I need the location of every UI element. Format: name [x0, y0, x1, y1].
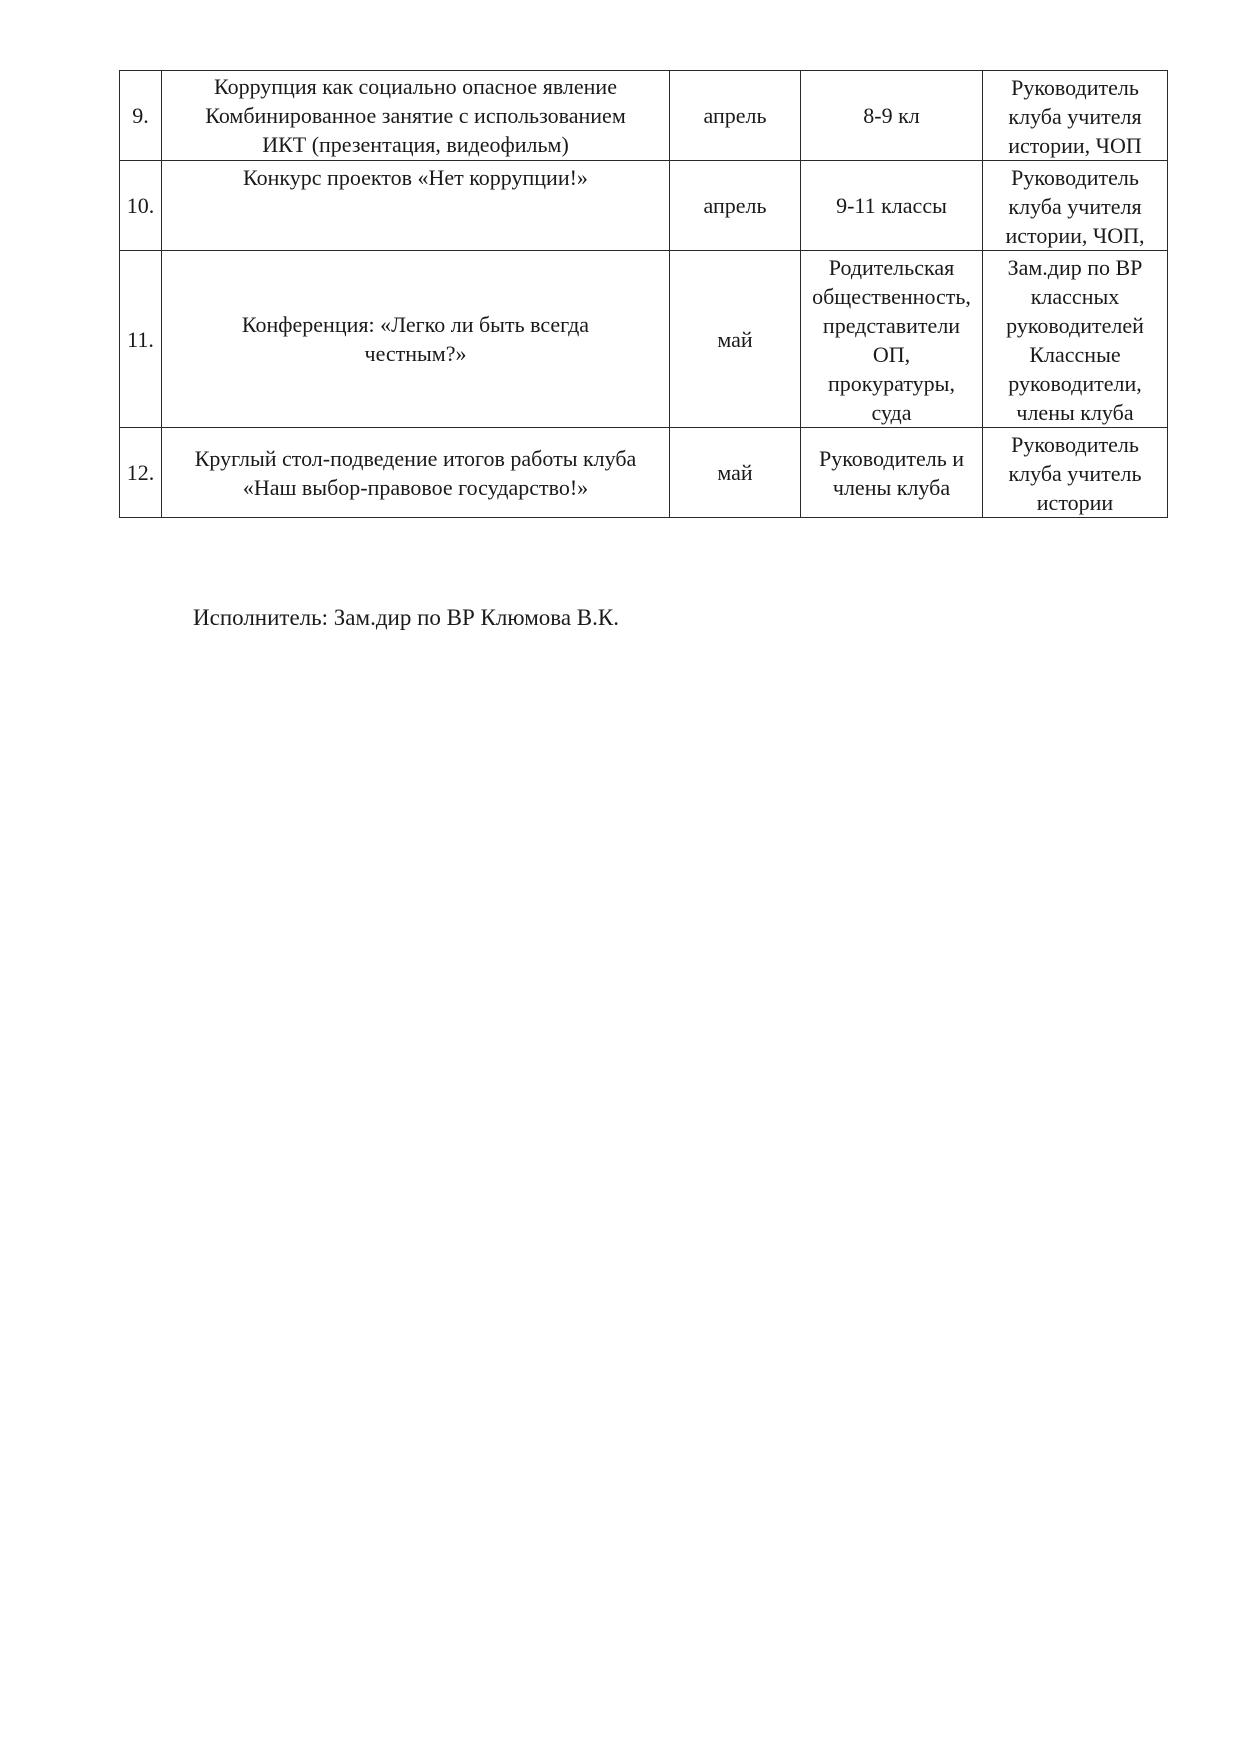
- event-cell: [162, 71, 670, 161]
- audience-line: 9-11 классы: [836, 193, 947, 218]
- responsible-line: истории: [1036, 490, 1114, 515]
- responsible-line: Руководитель: [1011, 75, 1139, 100]
- event-cell: [162, 251, 670, 428]
- responsible-line: истории, ЧОП: [1008, 133, 1142, 158]
- event-line: честным?»: [364, 341, 467, 366]
- responsible-line: клуба учителя: [1008, 194, 1142, 219]
- date-cell: апрель: [670, 71, 801, 161]
- events-plan-table: [119, 70, 1168, 518]
- responsible-line: руководителей: [1006, 313, 1144, 338]
- row-number: 11.: [120, 251, 162, 428]
- event-line: Конференция: «Легко ли быть всегда: [241, 312, 590, 337]
- responsible-cell: [983, 71, 1168, 161]
- responsible-line: руководители,: [1008, 371, 1142, 396]
- responsible-line: члены клуба: [1016, 400, 1134, 425]
- audience-line: прокуратуры,: [828, 371, 955, 396]
- responsible-line: истории, ЧОП,: [1005, 223, 1145, 248]
- date-cell: апрель: [670, 161, 801, 251]
- row-number: 10.: [120, 161, 162, 251]
- event-line: Конкурс проектов «Нет коррупции!»: [243, 165, 588, 190]
- table-row: [120, 428, 1168, 518]
- date-cell: май: [670, 428, 801, 518]
- responsible-cell: [983, 428, 1168, 518]
- audience-cell: [801, 428, 983, 518]
- event-cell: [162, 161, 670, 251]
- audience-cell: [801, 251, 983, 428]
- row-number: 12.: [120, 428, 162, 518]
- responsible-line: Руководитель: [1011, 165, 1139, 190]
- audience-cell: [801, 71, 983, 161]
- table-row: [120, 251, 1168, 428]
- event-cell: [162, 428, 670, 518]
- event-line: Коррупция как социально опасное явление: [214, 74, 617, 99]
- audience-cell: [801, 161, 983, 251]
- responsible-cell: [983, 161, 1168, 251]
- responsible-line: клуба учителя: [1008, 104, 1142, 129]
- responsible-line: классных: [1030, 284, 1120, 309]
- responsible-cell: [983, 251, 1168, 428]
- audience-line: общественность,: [812, 284, 971, 309]
- event-line: «Наш выбор-правовое государство!»: [242, 474, 589, 500]
- responsible-line: Зам.дир по ВР: [1007, 255, 1143, 280]
- audience-line: 8-9 кл: [863, 103, 920, 128]
- row-number: 9.: [120, 71, 162, 161]
- audience-line: ОП,: [872, 342, 911, 367]
- executor-signature-line: Исполнитель: Зам.дир по ВР Клюмова В.К.: [193, 605, 619, 630]
- audience-line: представители: [822, 313, 961, 338]
- table-row: [120, 71, 1168, 161]
- event-line: Круглый стол-подведение итогов работы клуба: [194, 445, 637, 471]
- audience-line: Родительская: [828, 255, 955, 280]
- audience-line: Руководитель и: [818, 445, 965, 471]
- table-row: [120, 161, 1168, 251]
- date-cell: май: [670, 251, 801, 428]
- audience-line: члены клуба: [832, 474, 951, 500]
- responsible-line: Руководитель: [1011, 432, 1139, 457]
- responsible-line: Классные: [1029, 342, 1121, 367]
- event-line: ИКТ (презентация, видеофильм): [262, 132, 569, 157]
- event-line: Комбинированное занятие с использованием: [205, 103, 626, 128]
- responsible-line: клуба учитель: [1008, 461, 1142, 486]
- audience-line: суда: [871, 400, 912, 425]
